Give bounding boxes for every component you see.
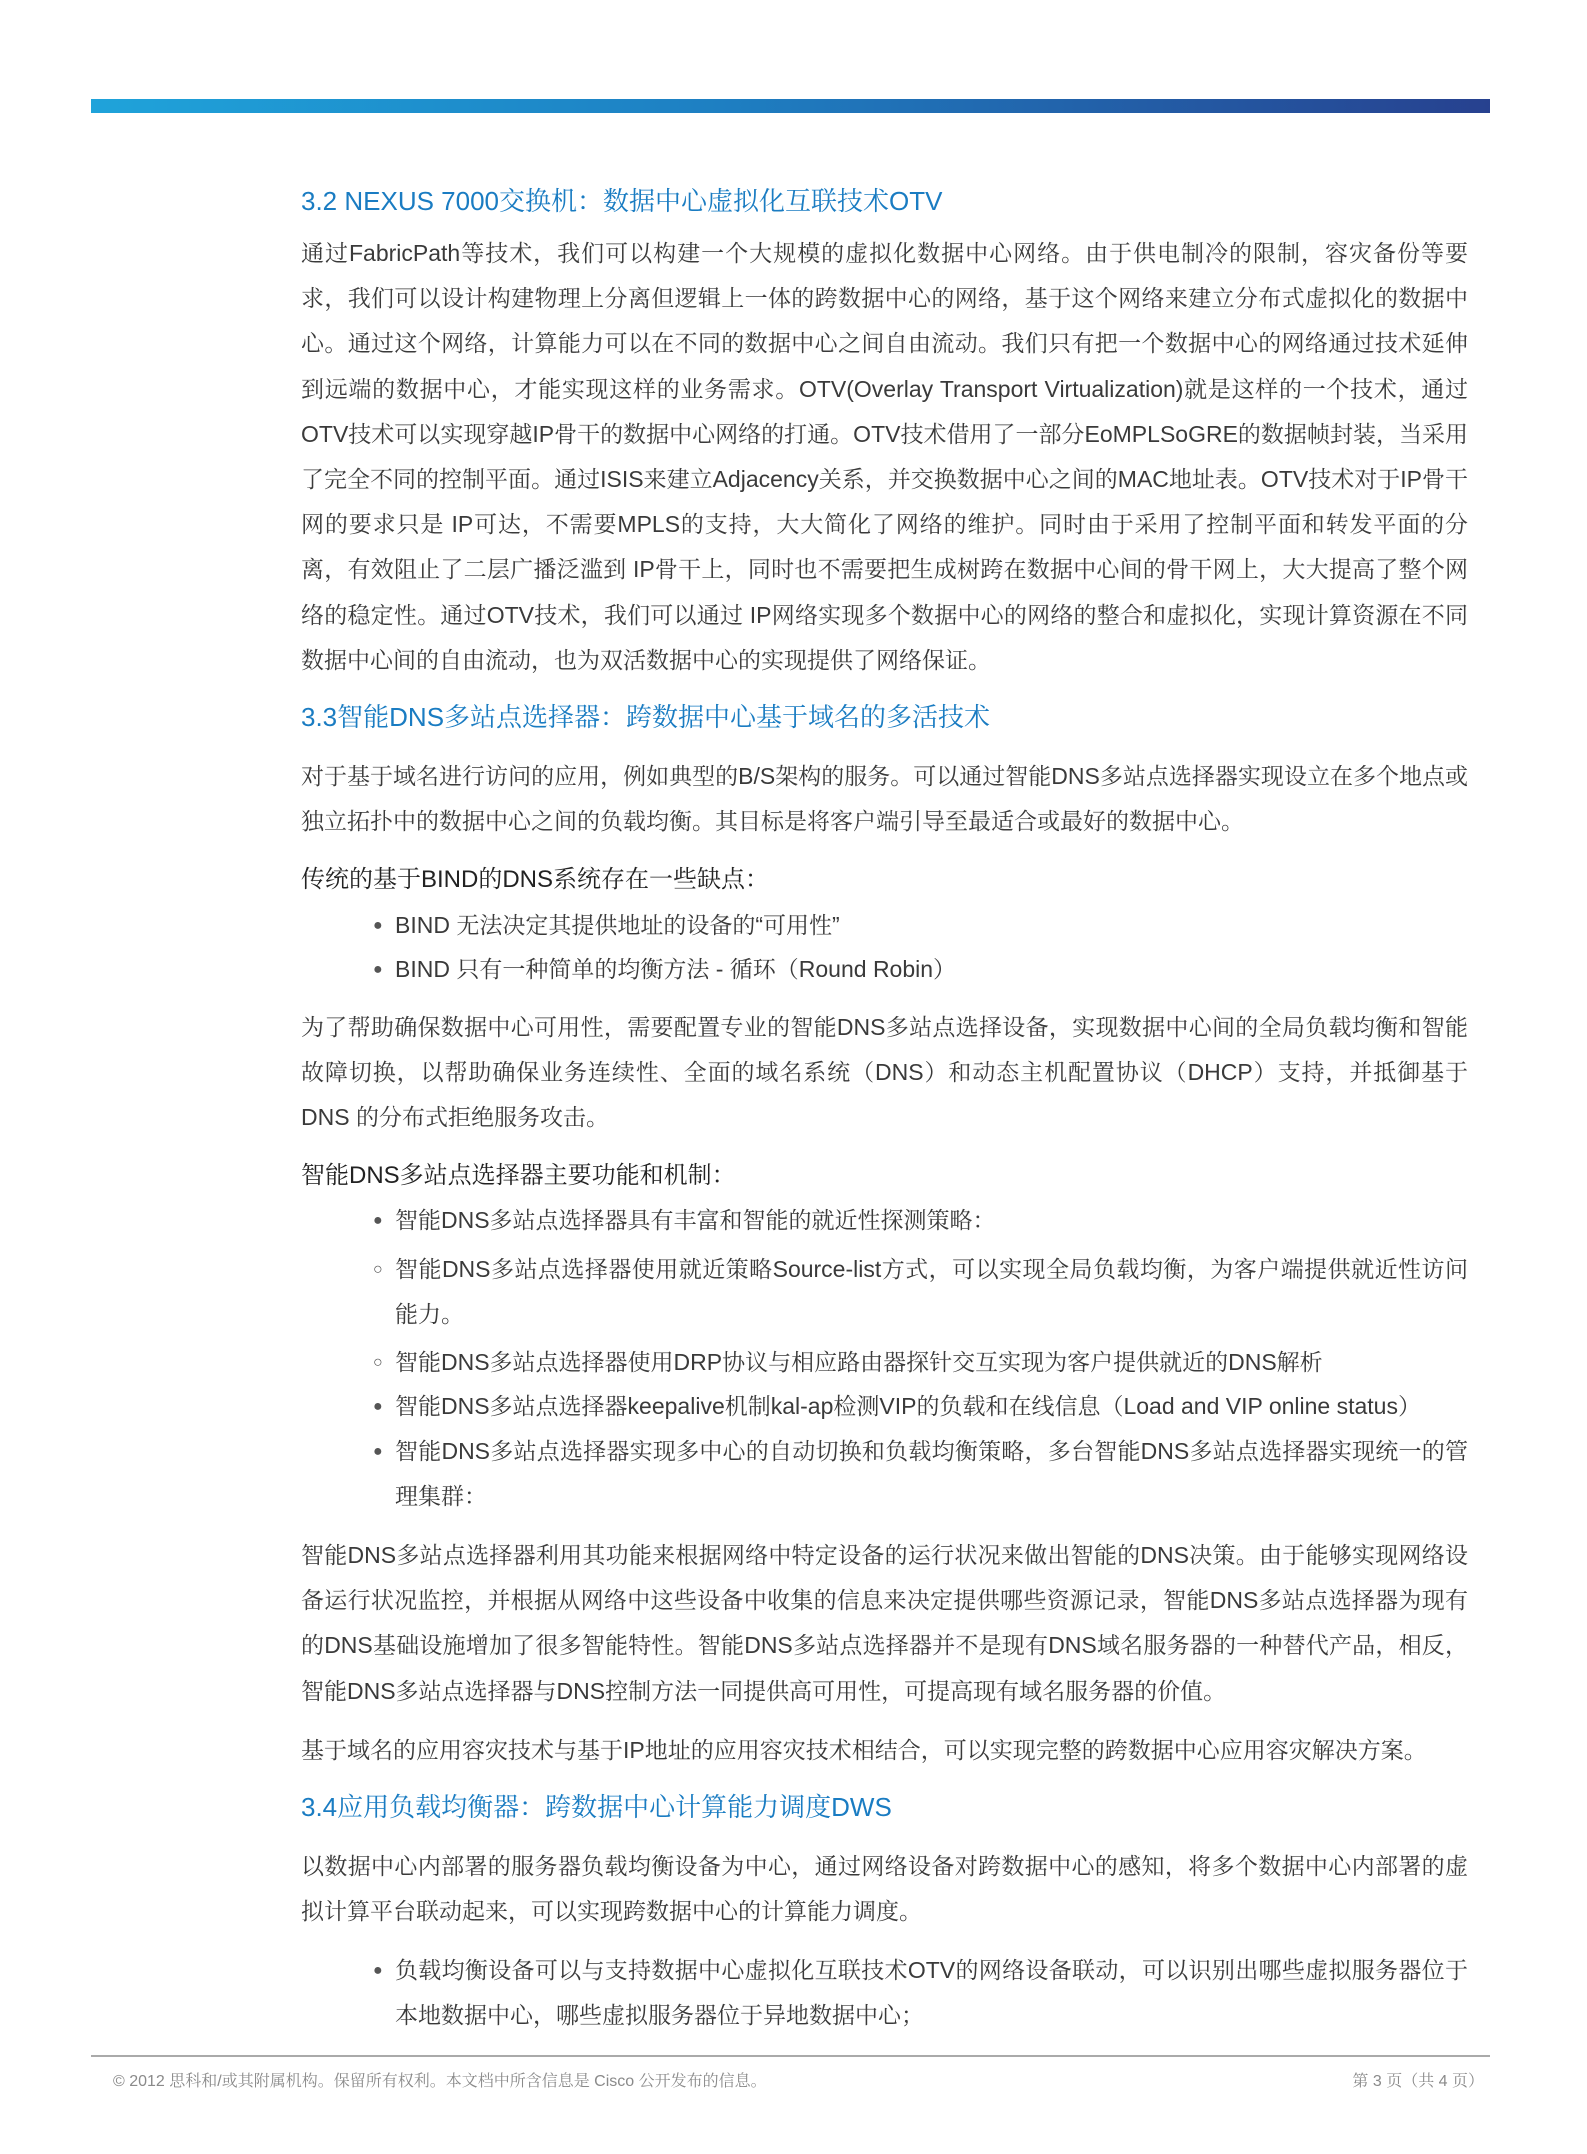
bullet-icon: ● xyxy=(373,1212,383,1229)
bullet-icon: ● xyxy=(373,1443,383,1460)
list-item-text: BIND 无法决定其提供地址的设备的“可用性” xyxy=(395,912,840,938)
list-item xyxy=(373,1384,1468,1429)
paragraph: 智能DNS多站点选择器利用其功能来根据网络中特定设备的运行状况来做出智能的DNS决策。由于能够实现网络设备运行状况监控，并根据从网络中这些设备中收集的信息来决定提供哪些资源记录，智能DNS多站点选择器为现有的DNS基础设施增加了很多智能特性。智能DNS多站点选择器并不是现有DNS域名服务器的一种替代产品，相反，智能DNS多站点选择器与DNS控制方法一同提供高可用性，可提高现有域名服务器的价值。 xyxy=(301,1542,1468,1704)
circle-bullet-icon: ○ xyxy=(373,1261,383,1278)
list-item xyxy=(373,903,1468,948)
list-item xyxy=(373,947,1468,992)
section-heading-3-2: 3.2 NEXUS 7000交换机：数据中心虚拟化互联技术OTV xyxy=(301,186,943,216)
list-item xyxy=(373,1948,1468,2038)
list-item-text: 智能DNS多站点选择器实现多中心的自动切换和负载均衡策略，多台智能DNS多站点选择器实现统一的管理集群： xyxy=(395,1438,1468,1510)
bullet-icon: ● xyxy=(373,1398,383,1415)
list-item xyxy=(373,1198,1468,1243)
bullet-icon: ● xyxy=(373,917,383,934)
list-item-text: BIND 只有一种简单的均衡方法 - 循环（Round Robin） xyxy=(395,956,957,982)
list-item xyxy=(373,1247,1468,1337)
subheading: 传统的基于BIND的DNS系统存在一些缺点： xyxy=(301,866,770,893)
paragraph: 以数据中心内部署的服务器负载均衡设备为中心，通过网络设备对跨数据中心的感知，将多个数据中心内部署的虚拟计算平台联动起来，可以实现跨数据中心的计算能力调度。 xyxy=(301,1853,1468,1925)
circle-bullet-icon: ○ xyxy=(373,1354,383,1371)
bullet-icon: ● xyxy=(373,961,383,978)
paragraph: 通过FabricPath等技术，我们可以构建一个大规模的虚拟化数据中心网络。由于供电制冷的限制，容灾备份等要求，我们可以设计构建物理上分离但逻辑上一体的跨数据中心的网络，基于这个网络来建立分布式虚拟化的数据中心。通过这个网络，计算能力可以在不同的数据中心之间自由流动。我们只有把一个数据中心的网络通过技术延伸到远端的数据中心，才能实现这样的业务需求。OTV(Overlay Transport Virtualization)就是这样的一个技术，通过OTV技术可以实现穿越IP骨干的数据中心网络的打通。OTV技术借用了一部分EoMPLSoGRE的数据帧封装，当采用了完全不同的控制平面。通过ISIS来建立Adjacency关系，并交换数据中心之间的MAC地址表。OTV技术对于IP骨干网的要求只是 IP可达，不需要MPLS的支持，大大简化了网络的维护。同时由于采用了控制平面和转发平面的分离，有效阻止了二层广播泛滥到 IP骨干上，同时也不需要把生成树跨在数据中心间的骨干网上，大大提高了整个网络的稳定性。通过OTV技术，我们可以通过 IP网络实现多个数据中心的网络的整合和虚拟化，实现计算资源在不同数据中心间的自由流动，也为双活数据中心的实现提供了网络保证。 xyxy=(301,240,1468,673)
footer-divider xyxy=(91,2055,1490,2057)
paragraph: 为了帮助确保数据中心可用性，需要配置专业的智能DNS多站点选择设备，实现数据中心间的全局负载均衡和智能故障切换，以帮助确保业务连续性、全面的域名系统（DNS）和动态主机配置协议（DHCP）支持，并抵御基于 DNS 的分布式拒绝服务攻击。 xyxy=(301,1014,1468,1131)
list-item-text: 智能DNS多站点选择器具有丰富和智能的就近性探测策略： xyxy=(395,1207,996,1233)
header-accent-bar xyxy=(91,99,1490,113)
list-item-text: 智能DNS多站点选择器使用就近策略Source-list方式，可以实现全局负载均衡，为客户端提供就近性访问能力。 xyxy=(395,1256,1468,1328)
bullet-icon: ● xyxy=(373,1962,383,1979)
subheading: 智能DNS多站点选择器主要功能和机制： xyxy=(301,1162,736,1189)
paragraph: 基于域名的应用容灾技术与基于IP地址的应用容灾技术相结合，可以实现完整的跨数据中心应用容灾解决方案。 xyxy=(301,1737,1427,1763)
list-item xyxy=(373,1340,1468,1385)
list-item-text: 智能DNS多站点选择器使用DRP协议与相应路由器探针交互实现为客户提供就近的DNS解析 xyxy=(395,1349,1323,1375)
footer-page-number: 第 3 页（共 4 页） xyxy=(1352,2073,1484,2090)
list-item xyxy=(373,1429,1468,1519)
section-heading-3-4: 3.4应用负载均衡器：跨数据中心计算能力调度DWS xyxy=(301,1792,892,1822)
section-heading-3-3: 3.3智能DNS多站点选择器：跨数据中心基于域名的多活技术 xyxy=(301,702,991,732)
list-item-text: 负载均衡设备可以与支持数据中心虚拟化互联技术OTV的网络设备联动，可以识别出哪些虚拟服务器位于本地数据中心，哪些虚拟服务器位于异地数据中心； xyxy=(395,1957,1468,2029)
footer-copyright: © 2012 思科和/或其附属机构。保留所有权利。本文档中所含信息是 Cisco 公开发布的信息。 xyxy=(113,2073,767,2090)
paragraph: 对于基于域名进行访问的应用，例如典型的B/S架构的服务。可以通过智能DNS多站点选择器实现设立在多个地点或独立拓扑中的数据中心之间的负载均衡。其目标是将客户端引导至最适合或最好的数据中心。 xyxy=(301,763,1468,835)
list-item-text: 智能DNS多站点选择器keepalive机制kal-ap检测VIP的负载和在线信息（Load and VIP online status） xyxy=(395,1393,1421,1419)
